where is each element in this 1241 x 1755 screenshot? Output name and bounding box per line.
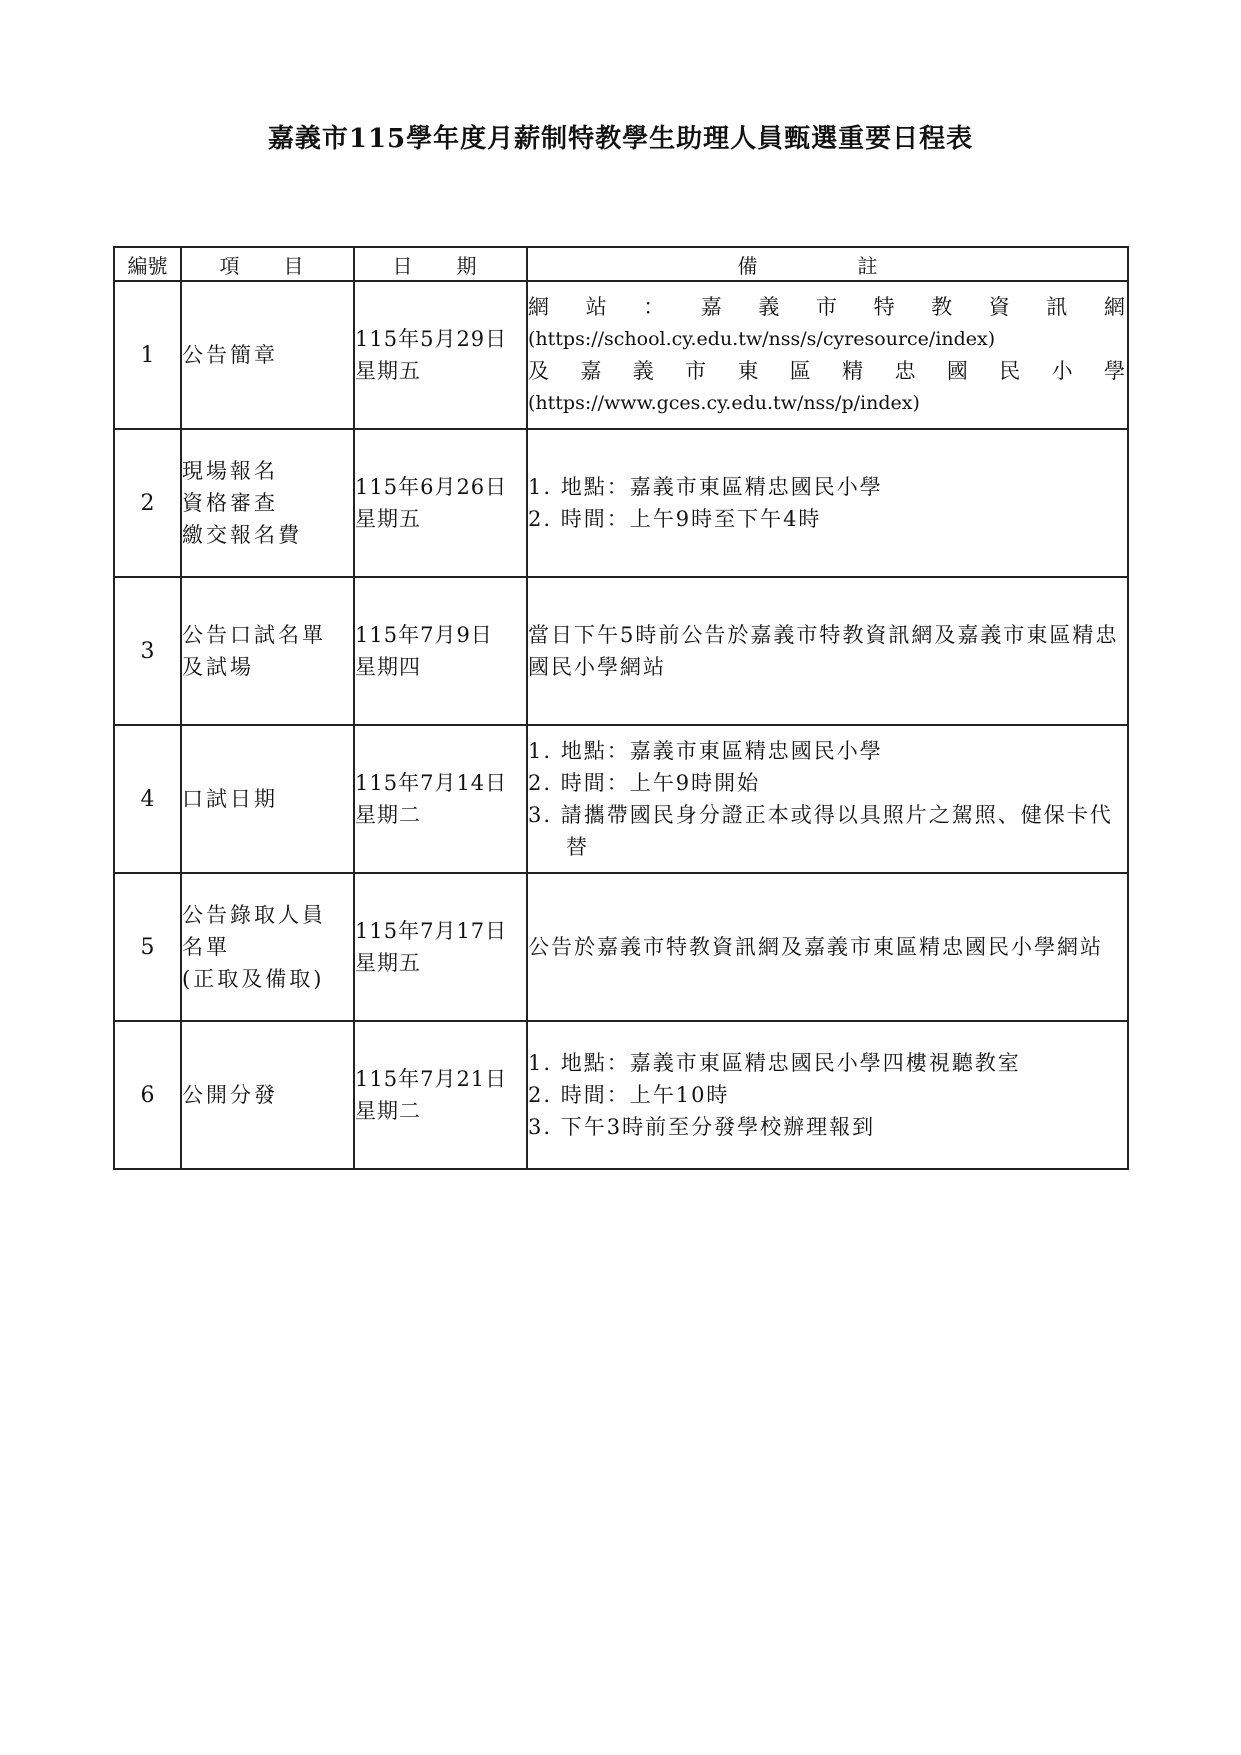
row-date (354, 577, 527, 725)
note-spread-line (528, 291, 1127, 323)
header-note: 備 註 (527, 247, 1128, 281)
spread-char: ： (643, 295, 667, 319)
spread-char: 小 (1051, 359, 1075, 383)
item-line: 名單 (182, 935, 230, 959)
row-item (181, 725, 354, 873)
row-date (354, 1021, 527, 1169)
weekday-line: 星期五 (355, 951, 421, 975)
note-item: 3. 下午3時前至分發學校辦理報到 (528, 1115, 876, 1139)
spread-char: 特 (873, 295, 897, 319)
item-line: 公告口試名單 (182, 623, 326, 647)
weekday-line: 星期二 (355, 803, 421, 827)
item-line: 公告錄取人員 (182, 903, 326, 927)
note-text: 當日下午5時前公告於嘉義市特教資訊網及嘉義市東區精忠國民小學網站 (528, 623, 1119, 679)
item-line: 公開分發 (182, 1083, 278, 1107)
note-item: 1. 地點：嘉義市東區精忠國民小學 (528, 739, 883, 763)
row-note (527, 1021, 1128, 1169)
row-date (354, 429, 527, 577)
note-item: 1. 地點：嘉義市東區精忠國民小學 (528, 475, 883, 499)
note-url: (https://school.cy.edu.tw/nss/s/cyresource/index) (528, 328, 996, 350)
spread-char: 東 (737, 359, 761, 383)
spread-char: 義 (758, 295, 782, 319)
row-item (181, 1021, 354, 1169)
table-row (114, 281, 1128, 429)
table-row (114, 577, 1128, 725)
spread-char: 市 (815, 295, 839, 319)
schedule-table (113, 246, 1129, 1170)
spread-char: 忠 (894, 359, 918, 383)
row-date (354, 281, 527, 429)
note-url: (https://www.gces.cy.edu.tw/nss/p/index) (528, 392, 920, 414)
date-line: 115年7月17日 (355, 919, 508, 943)
header-no: 編號 (114, 247, 181, 281)
note-text: 公告於嘉義市特教資訊網及嘉義市東區精忠國民小學網站 (528, 935, 1103, 959)
row-number: 4 (114, 725, 181, 873)
date-line: 115年7月14日 (355, 771, 508, 795)
spread-char: 訊 (1046, 295, 1070, 319)
spread-char: 學 (1103, 359, 1127, 383)
item-line: 資格審查 (182, 491, 278, 515)
note-item: 2. 時間：上午9時開始 (528, 771, 761, 795)
row-note (527, 873, 1128, 1021)
note-spread-line (528, 355, 1127, 387)
date-line: 115年7月21日 (355, 1067, 508, 1091)
row-number: 1 (114, 281, 181, 429)
spread-char: 義 (632, 359, 656, 383)
spread-char: 網 (528, 295, 551, 319)
note-item: 2. 時間：上午10時 (528, 1083, 730, 1107)
row-note (527, 725, 1128, 873)
table-row (114, 429, 1128, 577)
row-number: 6 (114, 1021, 181, 1169)
header-item: 項 目 (181, 247, 354, 281)
spread-char: 嘉 (700, 295, 724, 319)
header-date: 日 期 (354, 247, 527, 281)
date-line: 115年6月26日 (355, 475, 508, 499)
row-number: 3 (114, 577, 181, 725)
row-number: 5 (114, 873, 181, 1021)
spread-char: 教 (931, 295, 955, 319)
row-note (527, 429, 1128, 577)
item-line: 及試場 (182, 655, 254, 679)
spread-char: 市 (685, 359, 709, 383)
row-note (527, 577, 1128, 725)
table-row (114, 725, 1128, 873)
item-line: 現場報名 (182, 459, 278, 483)
note-item: 3. 請攜帶國民身分證正本或得以具照片之駕照、健保卡代替 (528, 803, 1113, 859)
table-row (114, 1021, 1128, 1169)
row-item (181, 281, 354, 429)
item-line: (正取及備取) (182, 967, 325, 991)
note-item: 2. 時間：上午9時至下午4時 (528, 507, 822, 531)
item-line: 繳交報名費 (182, 523, 302, 547)
row-number: 2 (114, 429, 181, 577)
item-line: 口試日期 (182, 787, 278, 811)
spread-char: 精 (842, 359, 866, 383)
spread-char: 國 (946, 359, 970, 383)
spread-char: 嘉 (580, 359, 604, 383)
row-item (181, 429, 354, 577)
date-line: 115年7月9日 (355, 623, 493, 647)
spread-char: 站 (585, 295, 609, 319)
row-date (354, 873, 527, 1021)
spread-char: 民 (999, 359, 1023, 383)
date-line: 115年5月29日 (355, 327, 508, 351)
weekday-line: 星期四 (355, 655, 421, 679)
item-line: 公告簡章 (182, 343, 278, 367)
spread-char: 區 (789, 359, 813, 383)
row-item (181, 577, 354, 725)
spread-char: 資 (988, 295, 1012, 319)
table-row (114, 873, 1128, 1021)
row-note (527, 281, 1128, 429)
weekday-line: 星期五 (355, 359, 421, 383)
row-date (354, 725, 527, 873)
note-item: 1. 地點：嘉義市東區精忠國民小學四樓視聽教室 (528, 1051, 1021, 1075)
weekday-line: 星期二 (355, 1099, 421, 1123)
row-item (181, 873, 354, 1021)
spread-char: 網 (1103, 295, 1127, 319)
spread-char: 及 (528, 359, 551, 383)
document-title: 嘉義市115學年度月薪制特教學生助理人員甄選重要日程表 (267, 124, 974, 154)
table-header-row (114, 247, 1128, 281)
weekday-line: 星期五 (355, 507, 421, 531)
